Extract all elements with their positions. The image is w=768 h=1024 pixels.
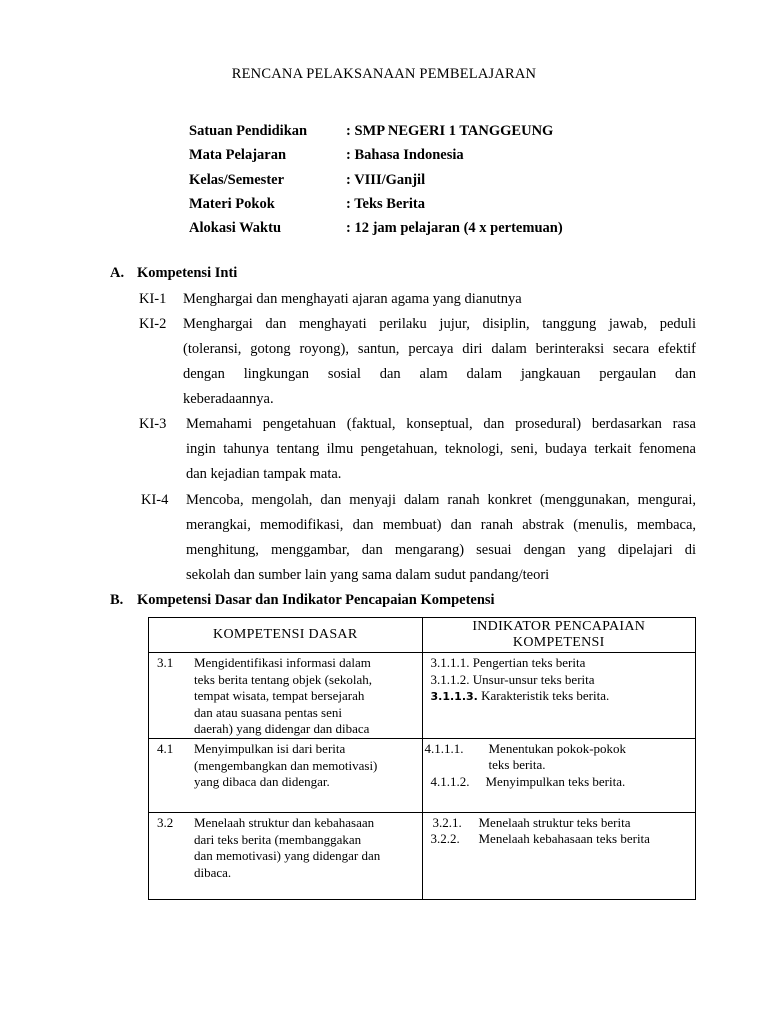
ipk-item xyxy=(431,672,610,689)
ki-text-line: dengan lingkungan sosial dan alam dalam jangkauan pergaulan dan xyxy=(183,366,696,382)
ipk-cell xyxy=(422,813,696,900)
ipk-text: Unsur-unsur teks berita xyxy=(472,671,595,687)
ki-text-line: (toleransi, gotong royong), santun, percaya diri dalam berinteraksi secara efektif xyxy=(183,341,696,357)
ipk-number: 3.1.1.1. xyxy=(430,655,470,670)
identity-label: Kelas/Semester xyxy=(189,172,285,188)
kd-line: Menyimpulkan isi dari berita xyxy=(194,741,346,756)
ipk-number: 3.2.1. xyxy=(432,815,462,830)
table-row xyxy=(149,739,696,813)
kd-number: 4.1 xyxy=(157,741,174,756)
ki-text-line: menghitung, menggambar, dan mengarang) sesuai dengan yang dipelajari di xyxy=(186,542,696,558)
kd-line: (mengembangkan dan memotivasi) xyxy=(194,757,378,773)
ipk-cell xyxy=(422,739,696,813)
section-b-title: Kompetensi Dasar dan Indikator Pencapaian Kompetensi xyxy=(137,592,495,608)
section-b-letter: B. xyxy=(110,592,124,608)
ipk-text: Karakteristik teks berita. xyxy=(481,688,610,703)
ki-code: KI-3 xyxy=(139,416,167,432)
ki-text-line: sekolah dan sumber lain yang sama dalam sudut pandang/teori xyxy=(186,567,550,583)
ki-text-line: Memahami pengetahuan (faktual, konseptual, dan prosedural) berdasarkan rasa xyxy=(186,416,696,432)
table-row xyxy=(149,813,696,900)
header-indikator xyxy=(422,618,696,653)
ipk-number: 3.1.1.2. xyxy=(430,671,470,687)
ipk-text: Menyimpulkan teks berita. xyxy=(485,774,626,789)
identity-value: : VIII/Ganjil xyxy=(346,172,426,188)
ki-text-line: keberadaannya. xyxy=(183,391,274,407)
kd-cell xyxy=(149,653,423,739)
identity-label: Mata Pelajaran xyxy=(189,147,287,163)
ipk-number: 4.1.1.2. xyxy=(430,774,470,789)
identity-label: Alokasi Waktu xyxy=(189,220,282,236)
ki-text-line: dan kejadian tampak mata. xyxy=(186,466,342,482)
identity-value: : Bahasa Indonesia xyxy=(346,147,464,163)
ipk-text: Menelaah kebahasaan teks berita xyxy=(478,831,650,846)
section-a-letter: A. xyxy=(110,265,125,281)
table-header-row xyxy=(149,618,696,653)
kd-text xyxy=(194,655,372,738)
identity-value: : Teks Berita xyxy=(346,196,425,212)
kd-cell xyxy=(149,739,423,813)
kd-line: dan memotivasi) yang didengar dan xyxy=(194,848,381,863)
kd-line: teks berita tentang objek (sekolah, xyxy=(194,671,372,687)
identity-label: Satuan Pendidikan xyxy=(189,123,308,139)
kd-line: dibaca. xyxy=(194,864,232,880)
ipk-text: Menentukan pokok-pokok xyxy=(488,741,627,756)
ipk-text: Pengertian teks berita xyxy=(472,655,586,670)
ki-code: KI-1 xyxy=(139,291,167,307)
identity-label: Materi Pokok xyxy=(189,196,275,212)
ki-text-line: Menghargai dan menghayati ajaran agama yang dianutnya xyxy=(183,291,522,307)
ki-code: KI-4 xyxy=(141,492,169,508)
header-kd-label: KOMPETENSI DASAR xyxy=(213,627,358,642)
ipk-number: 3.2.2. xyxy=(430,831,460,846)
kd-number: 3.1 xyxy=(157,655,174,670)
competency-table xyxy=(148,617,696,900)
kd-line: tempat wisata, tempat bersejarah xyxy=(194,688,365,703)
ipk-text: teks berita. xyxy=(488,757,546,772)
ipk-number: 4.1.1.1. xyxy=(424,741,464,756)
ki-text-line: Mencoba, mengolah, dan menyaji dalam ranah konkret (menggunakan, mengurai, xyxy=(186,492,696,508)
table-row xyxy=(149,653,696,739)
ki-text-line: merangkai, memodifikasi, dan membuat) dan ranah abstrak (menulis, membaca, xyxy=(186,517,696,533)
kd-line: Menelaah struktur dan kebahasaan xyxy=(194,815,375,830)
header-ipk-line: INDIKATOR PENCAPAIAN xyxy=(472,619,646,634)
document-title: RENCANA PELAKSANAAN PEMBELAJARAN xyxy=(231,66,537,82)
kd-cell xyxy=(149,813,423,900)
kd-text xyxy=(194,741,377,791)
kd-line: Mengidentifikasi informasi dalam xyxy=(194,655,371,670)
ipk-text: Menelaah struktur teks berita xyxy=(478,815,631,830)
header-kompetensi-dasar xyxy=(149,618,423,653)
identity-value: : 12 jam pelajaran (4 x pertemuan) xyxy=(346,220,563,236)
header-ipk-line: KOMPETENSI xyxy=(512,635,605,650)
ipk-cell xyxy=(422,653,696,739)
kd-line: dari teks berita (membanggakan xyxy=(194,831,362,847)
ipk-number: 3.1.1.3. xyxy=(430,690,478,703)
section-a-title: Kompetensi Inti xyxy=(137,265,238,281)
ipk-item xyxy=(431,655,610,672)
kd-text xyxy=(194,815,380,881)
ipk-item xyxy=(431,688,610,706)
kd-line: yang dibaca dan didengar. xyxy=(194,774,330,789)
ki-text-line: ingin tahunya tentang ilmu pengetahuan, teknologi, seni, budaya terkait fenomena xyxy=(186,441,696,457)
identity-value: : SMP NEGERI 1 TANGGEUNG xyxy=(346,123,554,139)
kd-line: dan atau suasana pentas seni xyxy=(194,704,343,720)
kd-line: daerah) yang didengar dan dibaca xyxy=(194,721,370,736)
ki-code: KI-2 xyxy=(139,316,167,332)
ipk-list xyxy=(431,655,610,706)
ki-text-line: Menghargai dan menghayati perilaku jujur, disiplin, tanggung jawab, peduli xyxy=(183,316,696,332)
kd-number: 3.2 xyxy=(157,815,174,830)
